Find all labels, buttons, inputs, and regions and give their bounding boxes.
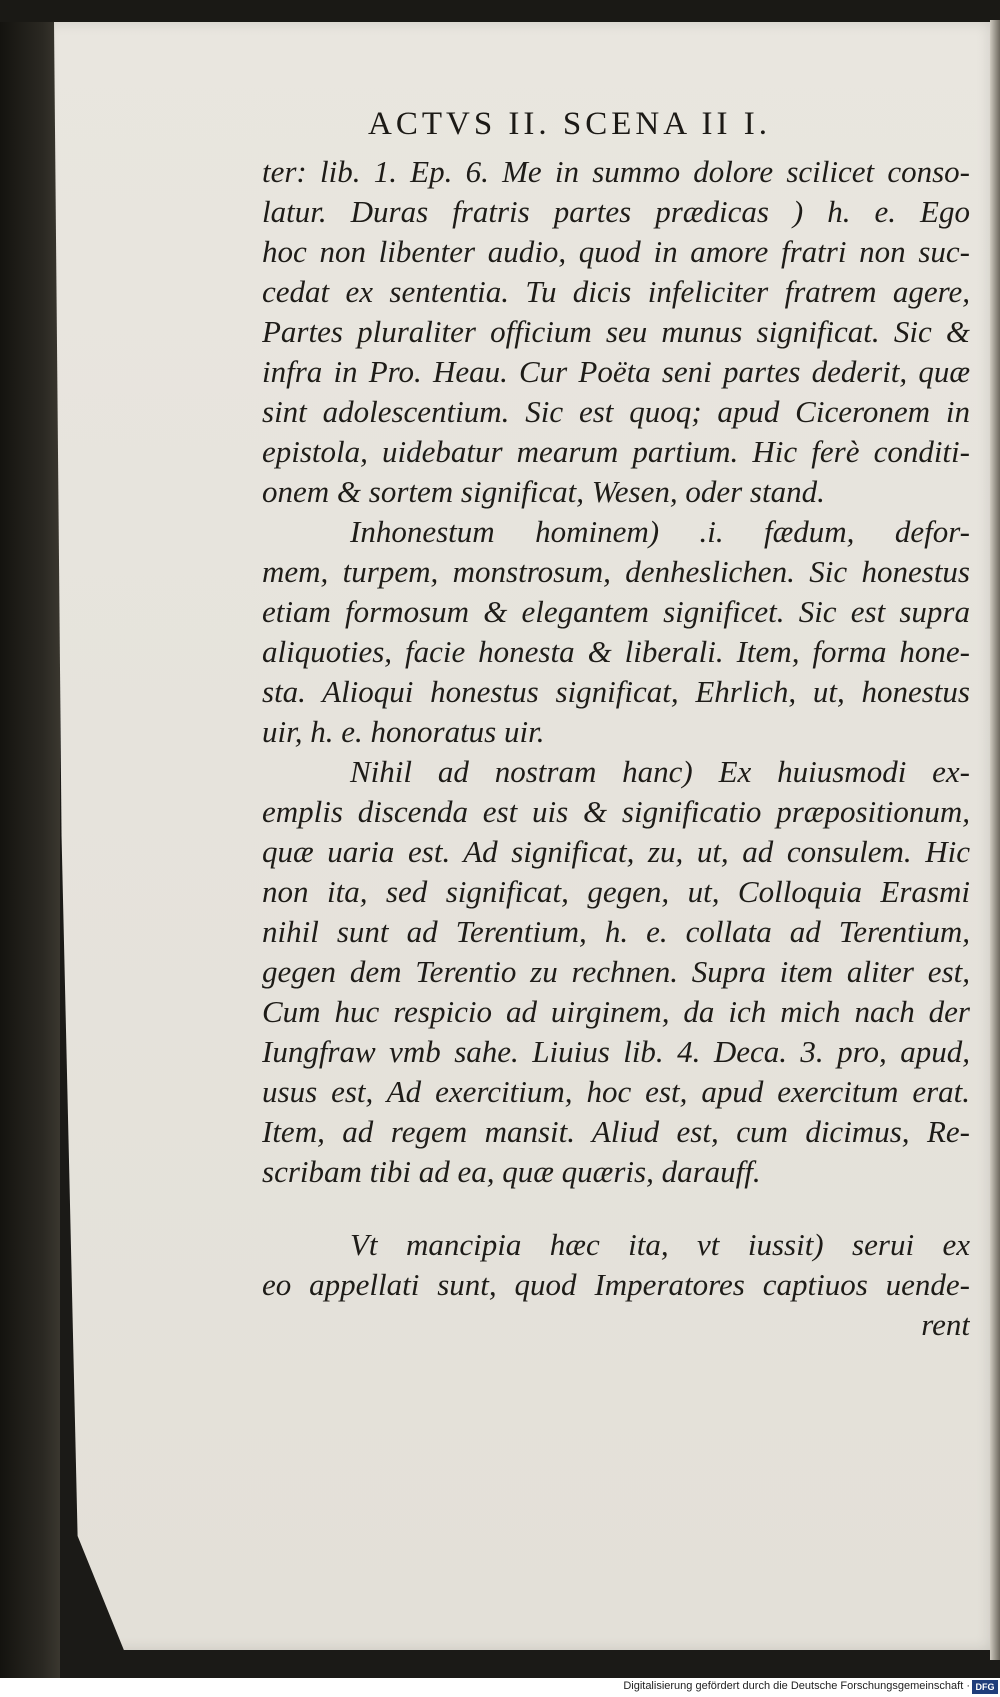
scan-background-left: [0, 0, 60, 1697]
paragraph-start-line: Vt mancipia hæc ita, vt iussit) serui ex: [350, 1227, 970, 1262]
text-line: emplis discenda est uis & significatio præpositionum,: [262, 794, 970, 829]
dfg-logo-icon: DFG: [972, 1680, 998, 1694]
text-line: scribam tibi ad ea, quæ quæris, darauff.: [262, 1154, 761, 1189]
text-line: sta. Alioqui honestus significat, Ehrlich, ut, honestus: [262, 674, 970, 709]
footer-credit: Digitalisierung gefördert durch die Deutsche Forschungsgemeinschaft ·: [623, 1680, 970, 1692]
text-line: onem & sortem significat, Wesen, oder stand.: [262, 474, 825, 509]
digitization-footer: [0, 1678, 1000, 1697]
catchword: rent: [921, 1307, 970, 1342]
text-line: Partes pluraliter officium seu munus significat. Sic &: [262, 314, 970, 349]
text-line: usus est, Ad exercitium, hoc est, apud exercitum erat.: [262, 1074, 970, 1109]
paragraph-start-line: Nihil ad nostram hanc) Ex huiusmodi ex-: [350, 754, 970, 789]
text-line: sint adolescentium. Sic est quoq; apud Ciceronem in: [262, 394, 970, 429]
running-head: ACTVS II. SCENA II I.: [368, 106, 771, 142]
scan-background-top: [0, 0, 1000, 22]
text-line: epistola, uidebatur mearum partium. Hic ferè conditi-: [262, 434, 970, 469]
text-line: ter: lib. 1. Ep. 6. Me in summo dolore scilicet conso-: [262, 154, 970, 189]
text-line: hoc non libenter audio, quod in amore fratri non suc-: [262, 234, 970, 269]
commentary-text: [262, 152, 970, 1345]
page-edge: [990, 20, 1000, 1660]
paragraph-start-line: Inhonestum hominem) .i. fædum, defor-: [350, 514, 970, 549]
text-line: nihil sunt ad Terentium, h. e. collata ad Terentium,: [262, 914, 970, 949]
text-line: uir, h. e. honoratus uir.: [262, 714, 545, 749]
text-line: Item, ad regem mansit. Aliud est, cum dicimus, Re-: [262, 1114, 970, 1149]
text-line: cedat ex sententia. Tu dicis infeliciter fratrem agere,: [262, 274, 970, 309]
text-line: mem, turpem, monstrosum, denheslichen. Sic honestus: [262, 554, 970, 589]
text-line: Cum huc respicio ad uirginem, da ich mich nach der: [262, 994, 970, 1029]
text-line: quæ uaria est. Ad significat, zu, ut, ad consulem. Hic: [262, 834, 970, 869]
paragraph-gap: [262, 1192, 970, 1225]
text-line: gegen dem Terentio zu rechnen. Supra item aliter est,: [262, 954, 970, 989]
text-line: aliquoties, facie honesta & liberali. Item, forma hone-: [262, 634, 970, 669]
text-line: etiam formosum & elegantem significet. Sic est supra: [262, 594, 970, 629]
text-line: Iungfraw vmb sahe. Liuius lib. 4. Deca. 3. pro, apud,: [262, 1034, 970, 1069]
text-line: latur. Duras fratris partes prædicas ) h. e. Ego: [262, 194, 970, 229]
text-line: infra in Pro. Heau. Cur Poëta seni partes dederit, quæ: [262, 354, 970, 389]
text-line: non ita, sed significat, gegen, ut, Colloquia Erasmi: [262, 874, 970, 909]
text-line: eo appellati sunt, quod Imperatores captiuos uende-: [262, 1267, 970, 1302]
